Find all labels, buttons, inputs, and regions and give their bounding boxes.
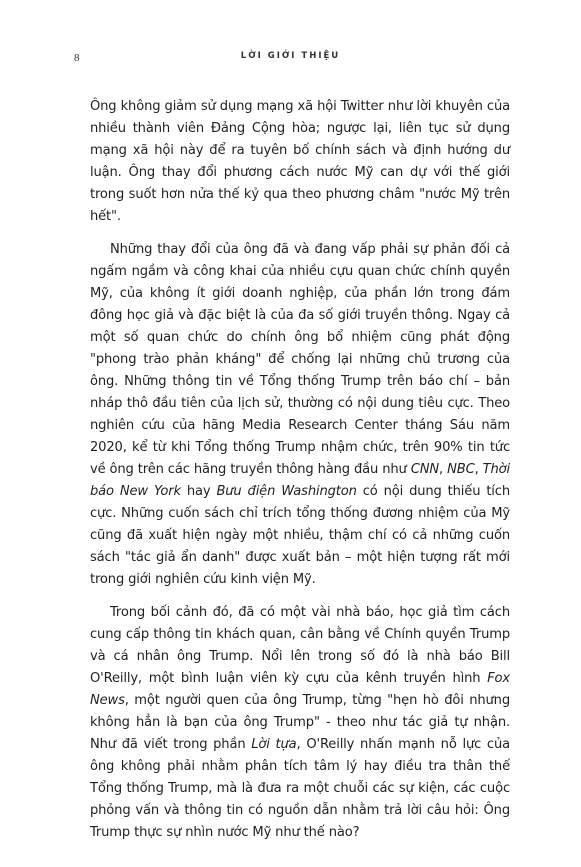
paragraph-3 bbox=[90, 602, 510, 844]
italic-text-segment: Fox News bbox=[90, 671, 510, 708]
italic-text-segment: Bưu điện Washington bbox=[216, 484, 357, 499]
text-segment: Trong bối cảnh đó, đã có một vài nhà báo, học giả tìm cách cung cấp thông tin khách quan, cân bằng về Chính quyền Trump và cá nhân ông Trump. Nổi lên trong số đó là nhà báo Bill O'Reilly, một bình luận viên kỳ cựu của kênh truyền hình bbox=[90, 605, 510, 686]
body-text bbox=[90, 96, 510, 855]
text-segment: Ông không giảm sử dụng mạng xã hội Twitter như lời khuyên của nhiều thành viên Đảng Cộng hòa; ngược lại, liên tục sử dụng mạng xã hội này để ra tuyên bố chính sách và định hướng dư luận. Ông thay đổi phương cách nước Mỹ can dự với thế giới trong suốt hơn nửa thế kỷ qua theo phương châm "nước Mỹ trên hết". bbox=[90, 99, 510, 224]
text-segment: , O'Reilly nhấn mạnh nỗ lực của ông không phải nhằm phân tích tâm lý hay điều tra thân thế Tổng thống Trump, mà là đưa ra một chuỗi các sự kiện, các cuộc phỏng vấn và thông tin có nguồn dẫn nhằm trả lời câu hỏi: Ông Trump thực sự nhìn nước Mỹ như thế nào? bbox=[90, 737, 510, 840]
text-segment: , bbox=[474, 462, 483, 477]
text-segment: Những thay đổi của ông đã và đang vấp phải sự phản đối cả ngấm ngầm và công khai của nhiều cựu quan chức chính quyền Mỹ, của không ít giới doanh nghiệp, của phần lớn trong đám đông học giả và đặc biệt là của đa số giới truyền thông. Ngay cả một số quan chức do chính ông bổ nhiệm cũng phát động "phong trào phản kháng" để chống lại những chủ trương của ông. Những thông tin về Tổng thống Trump trên báo chí – bản nháp thô đầu tiên của lịch sử, thường có nội dung tiêu cực. Theo nghiên cứu của hãng Media Research Center tháng Sáu năm 2020, kể từ khi Tổng thống Trump nhậm chức, trên 90% tin tức về ông trên các hãng truyền thông hàng đầu như bbox=[90, 242, 510, 477]
text-segment: , bbox=[439, 462, 448, 477]
text-segment: hay bbox=[180, 484, 217, 499]
paragraph-1 bbox=[90, 96, 510, 228]
running-header: LỜI GIỚI THIỆU bbox=[240, 51, 341, 61]
text-segment: có nội dung thiếu tích cực. Những cuốn sách chỉ trích tổng thống đương nhiệm của Mỹ cũng đã xuất hiện ngày một nhiều, thậm chí có cả những cuốn sách "tác giả ẩn danh" được xuất bản – một hiện tượng rất mới trong giới nghiên cứu kinh viện Mỹ. bbox=[90, 484, 510, 587]
italic-text-segment: Lời tựa bbox=[251, 737, 297, 752]
italic-text-segment: Thời báo New York bbox=[90, 462, 510, 499]
text-segment: , một người quen của ông Trump, từng "hẹn hò đôi nhưng không hẳn là bạn của ông Trump" - theo như tác giả tự nhận. Như đã viết trong phần bbox=[90, 693, 510, 752]
paragraph-2 bbox=[90, 239, 510, 591]
page-number: 8 bbox=[74, 52, 80, 64]
italic-text-segment: NBC bbox=[447, 462, 475, 477]
italic-text-segment: CNN bbox=[410, 462, 440, 477]
